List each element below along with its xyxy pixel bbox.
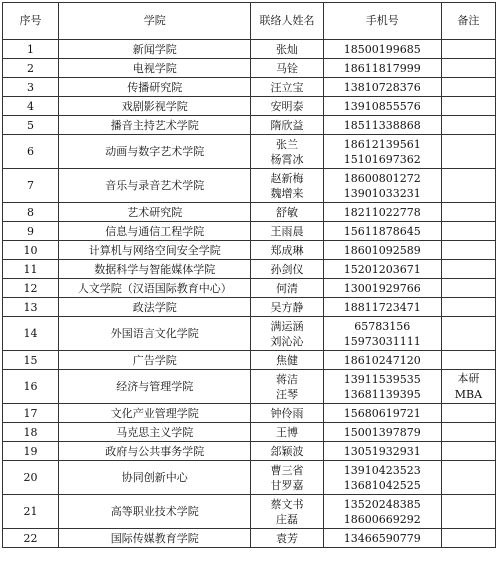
college-name-cell: 国际传媒教育学院 xyxy=(59,529,251,548)
phone-cell xyxy=(323,279,441,298)
contact-cell xyxy=(251,370,323,404)
header-row xyxy=(3,3,496,40)
contact-name: 隋欣益 xyxy=(270,118,304,132)
college-name-cell: 播音主持艺术学院 xyxy=(59,116,251,135)
contact-cell xyxy=(251,461,323,495)
college-name-cell: 新闻学院 xyxy=(59,40,251,59)
contact-cell xyxy=(251,260,323,279)
phone-cell xyxy=(323,78,441,97)
contact-name: 王博 xyxy=(276,425,299,439)
note-cell xyxy=(441,370,495,404)
college-name-cell: 协同创新中心 xyxy=(59,461,251,495)
table-row xyxy=(3,59,496,78)
contact-cell xyxy=(251,241,323,260)
note-text: MBA xyxy=(454,387,483,401)
contact-cell xyxy=(251,59,323,78)
contact-cell xyxy=(251,317,323,351)
table-row xyxy=(3,351,496,370)
college-name-cell: 高等职业技术学院 xyxy=(59,495,251,529)
contact-cell xyxy=(251,423,323,442)
row-number-cell: 1 xyxy=(3,40,59,59)
row-number-cell: 8 xyxy=(3,203,59,222)
contact-name: 焦健 xyxy=(276,353,299,367)
note-cell xyxy=(441,116,495,135)
college-name-cell: 艺术研究院 xyxy=(59,203,251,222)
phone-number: 18811723471 xyxy=(343,300,421,314)
contact-name: 张兰 xyxy=(276,137,299,151)
row-number-cell: 17 xyxy=(3,404,59,423)
contact-cell xyxy=(251,78,323,97)
row-number-cell: 15 xyxy=(3,351,59,370)
phone-number: 13911539535 xyxy=(343,372,421,386)
contact-name: 安明泰 xyxy=(270,99,304,113)
phone-number: 18600801272 xyxy=(343,171,421,185)
row-number-cell: 19 xyxy=(3,442,59,461)
phone-number: 15680619721 xyxy=(343,406,421,420)
contact-name: 汪琴 xyxy=(276,387,299,401)
phone-cell xyxy=(323,423,441,442)
table-row xyxy=(3,203,496,222)
phone-cell xyxy=(323,135,441,169)
phone-number: 13466590779 xyxy=(343,531,421,545)
table-row xyxy=(3,495,496,529)
phone-cell xyxy=(323,317,441,351)
table-row xyxy=(3,78,496,97)
contact-name: 马铨 xyxy=(276,61,299,75)
table-body xyxy=(3,40,496,548)
phone-cell xyxy=(323,222,441,241)
phone-cell xyxy=(323,59,441,78)
college-name-cell: 广告学院 xyxy=(59,351,251,370)
contact-name: 何清 xyxy=(276,281,299,295)
college-name-cell: 政法学院 xyxy=(59,298,251,317)
contact-name: 蔡文书 xyxy=(270,497,304,511)
contact-cell xyxy=(251,203,323,222)
contact-name: 刘沁沁 xyxy=(270,334,304,348)
college-name-cell: 戏剧影视学院 xyxy=(59,97,251,116)
college-name-cell: 电视学院 xyxy=(59,59,251,78)
contact-name: 杨霄冰 xyxy=(270,152,304,166)
header-phone: 手机号 xyxy=(323,3,441,40)
note-cell xyxy=(441,97,495,116)
phone-number: 13051932931 xyxy=(343,444,421,458)
note-cell xyxy=(441,529,495,548)
contact-cell xyxy=(251,135,323,169)
note-cell xyxy=(441,461,495,495)
row-number-cell: 11 xyxy=(3,260,59,279)
contact-name: 钟伶雨 xyxy=(270,406,304,420)
phone-number: 13901033231 xyxy=(343,186,421,200)
table-row xyxy=(3,423,496,442)
row-number-cell: 22 xyxy=(3,529,59,548)
college-name-cell: 动画与数字艺术学院 xyxy=(59,135,251,169)
phone-number: 18612139561 xyxy=(343,137,421,151)
phone-cell xyxy=(323,404,441,423)
note-cell xyxy=(441,351,495,370)
contact-name: 庄磊 xyxy=(276,512,299,526)
phone-number: 15201203671 xyxy=(343,262,421,276)
contact-cell xyxy=(251,169,323,203)
header-contact: 联络人姓名 xyxy=(251,3,323,40)
note-cell xyxy=(441,135,495,169)
phone-cell xyxy=(323,351,441,370)
phone-number: 18500199685 xyxy=(343,42,421,56)
phone-number: 13681139395 xyxy=(343,387,421,401)
contact-cell xyxy=(251,351,323,370)
row-number-cell: 16 xyxy=(3,370,59,404)
note-cell xyxy=(441,260,495,279)
phone-cell xyxy=(323,298,441,317)
phone-number: 18601092589 xyxy=(343,243,421,257)
contact-name: 蒋洁 xyxy=(276,372,299,386)
phone-number: 15973031111 xyxy=(343,334,421,348)
contact-cell xyxy=(251,442,323,461)
contact-cell xyxy=(251,495,323,529)
row-number-cell: 14 xyxy=(3,317,59,351)
contact-table-container xyxy=(2,2,496,548)
contact-name: 甘罗嘉 xyxy=(270,478,304,492)
contact-name: 王雨晨 xyxy=(270,224,304,238)
college-name-cell: 马克思主义学院 xyxy=(59,423,251,442)
note-cell xyxy=(441,404,495,423)
header-no: 序号 xyxy=(3,3,59,40)
row-number-cell: 21 xyxy=(3,495,59,529)
contact-name: 满运涵 xyxy=(270,319,304,333)
table-row xyxy=(3,135,496,169)
note-cell xyxy=(441,59,495,78)
phone-cell xyxy=(323,203,441,222)
contact-name: 舒敏 xyxy=(276,205,299,219)
table-row xyxy=(3,529,496,548)
note-cell xyxy=(441,169,495,203)
contact-name: 魏增来 xyxy=(270,186,304,200)
contact-cell xyxy=(251,116,323,135)
note-cell xyxy=(441,298,495,317)
table-row xyxy=(3,370,496,404)
note-cell xyxy=(441,495,495,529)
contact-name: 袁芳 xyxy=(276,531,299,545)
contact-name: 郐颖波 xyxy=(270,444,304,458)
note-cell xyxy=(441,241,495,260)
table-row xyxy=(3,317,496,351)
contact-name: 汪立宝 xyxy=(270,80,304,94)
row-number-cell: 5 xyxy=(3,116,59,135)
table-row xyxy=(3,40,496,59)
phone-number: 13001929766 xyxy=(343,281,421,295)
phone-cell xyxy=(323,241,441,260)
row-number-cell: 6 xyxy=(3,135,59,169)
row-number-cell: 13 xyxy=(3,298,59,317)
phone-cell xyxy=(323,97,441,116)
phone-number: 15101697362 xyxy=(343,152,421,166)
phone-cell xyxy=(323,442,441,461)
note-cell xyxy=(441,222,495,241)
row-number-cell: 2 xyxy=(3,59,59,78)
contact-cell xyxy=(251,404,323,423)
contact-cell xyxy=(251,222,323,241)
phone-cell xyxy=(323,529,441,548)
phone-number: 13910423523 xyxy=(343,463,421,477)
college-name-cell: 数据科学与智能媒体学院 xyxy=(59,260,251,279)
table-row xyxy=(3,461,496,495)
table-row xyxy=(3,298,496,317)
note-cell xyxy=(441,317,495,351)
contact-cell xyxy=(251,529,323,548)
table-row xyxy=(3,169,496,203)
phone-number: 65783156 xyxy=(354,319,411,333)
phone-cell xyxy=(323,461,441,495)
row-number-cell: 3 xyxy=(3,78,59,97)
note-cell xyxy=(441,78,495,97)
table-row xyxy=(3,116,496,135)
row-number-cell: 10 xyxy=(3,241,59,260)
college-name-cell: 音乐与录音艺术学院 xyxy=(59,169,251,203)
note-text: 本研 xyxy=(457,371,480,385)
row-number-cell: 12 xyxy=(3,279,59,298)
contact-name: 吴方静 xyxy=(270,300,304,314)
college-name-cell: 计算机与网络空间安全学院 xyxy=(59,241,251,260)
contact-name: 张灿 xyxy=(276,42,299,56)
table-row xyxy=(3,260,496,279)
contact-name: 曹三省 xyxy=(270,463,304,477)
college-name-cell: 文化产业管理学院 xyxy=(59,404,251,423)
table-row xyxy=(3,222,496,241)
contact-name: 赵新梅 xyxy=(270,171,304,185)
note-cell xyxy=(441,203,495,222)
contact-table xyxy=(2,2,496,548)
row-number-cell: 18 xyxy=(3,423,59,442)
note-cell xyxy=(441,40,495,59)
college-name-cell: 经济与管理学院 xyxy=(59,370,251,404)
table-row xyxy=(3,241,496,260)
phone-cell xyxy=(323,260,441,279)
contact-name: 孙剑仪 xyxy=(270,262,304,276)
phone-cell xyxy=(323,169,441,203)
contact-cell xyxy=(251,279,323,298)
phone-cell xyxy=(323,370,441,404)
contact-cell xyxy=(251,97,323,116)
phone-number: 13520248385 xyxy=(343,497,421,511)
contact-name: 郑成琳 xyxy=(270,243,304,257)
row-number-cell: 4 xyxy=(3,97,59,116)
phone-cell xyxy=(323,116,441,135)
phone-cell xyxy=(323,495,441,529)
phone-number: 18511338868 xyxy=(343,118,421,132)
phone-cell xyxy=(323,40,441,59)
phone-number: 18610247120 xyxy=(343,353,421,367)
table-row xyxy=(3,404,496,423)
table-row xyxy=(3,97,496,116)
phone-number: 18611817999 xyxy=(343,61,421,75)
row-number-cell: 9 xyxy=(3,222,59,241)
phone-number: 13681042525 xyxy=(343,478,421,492)
phone-number: 15001397879 xyxy=(343,425,421,439)
contact-cell xyxy=(251,40,323,59)
college-name-cell: 传播研究院 xyxy=(59,78,251,97)
row-number-cell: 20 xyxy=(3,461,59,495)
header-college: 学院 xyxy=(59,3,251,40)
phone-number: 13910855576 xyxy=(343,99,421,113)
note-cell xyxy=(441,423,495,442)
table-row xyxy=(3,279,496,298)
phone-number: 15611878645 xyxy=(343,224,421,238)
college-name-cell: 信息与通信工程学院 xyxy=(59,222,251,241)
college-name-cell: 政府与公共事务学院 xyxy=(59,442,251,461)
college-name-cell: 外国语言文化学院 xyxy=(59,317,251,351)
phone-number: 18600669292 xyxy=(343,512,421,526)
note-cell xyxy=(441,442,495,461)
phone-number: 18211022778 xyxy=(343,205,421,219)
contact-cell xyxy=(251,298,323,317)
phone-number: 13810728376 xyxy=(343,80,421,94)
college-name-cell: 人文学院（汉语国际教育中心） xyxy=(59,279,251,298)
row-number-cell: 7 xyxy=(3,169,59,203)
header-note: 备注 xyxy=(441,3,495,40)
note-cell xyxy=(441,279,495,298)
table-row xyxy=(3,442,496,461)
